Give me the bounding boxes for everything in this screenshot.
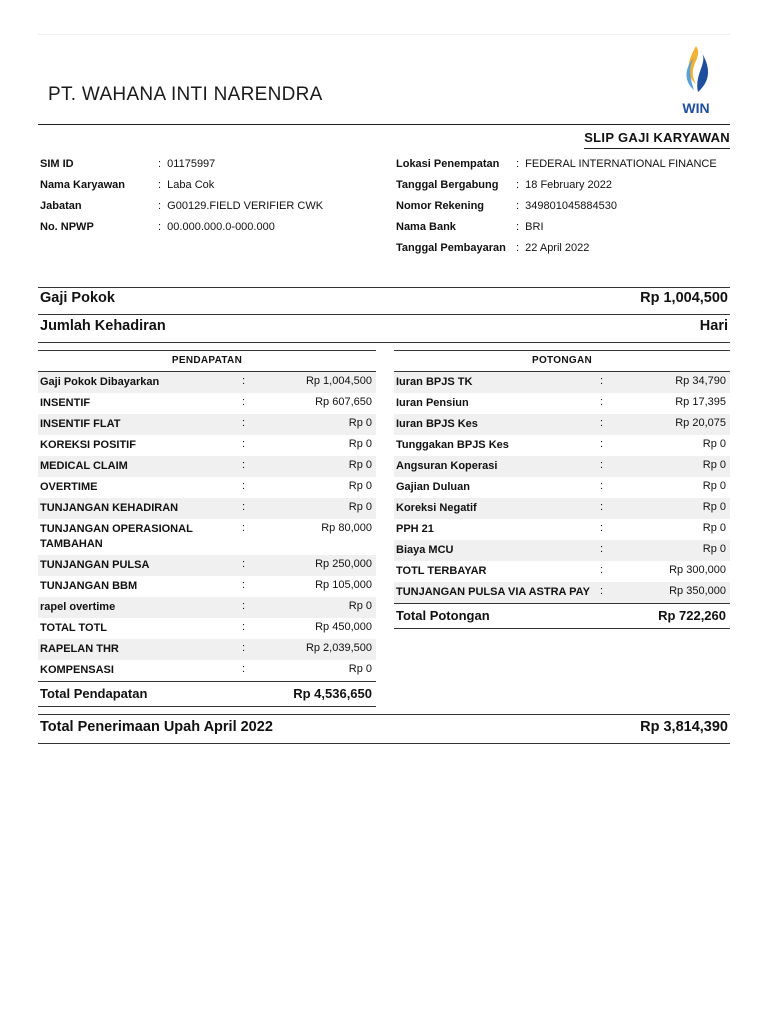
info-label: Lokasi Penempatan (396, 158, 500, 170)
table-row: TUNJANGAN BBM : Rp 105,000 (40, 579, 372, 592)
info-label: SIM ID (40, 158, 74, 170)
table-row: Iuran Pensiun : Rp 17,395 (396, 396, 726, 409)
table-row: MEDICAL CLAIM : Rp 0 (38, 456, 376, 477)
table-row: KOREKSI POSITIF : Rp 0 (40, 438, 372, 451)
logo-text: WIN (682, 100, 710, 116)
gaji-pokok-value: Rp 1,004,500 (640, 290, 728, 306)
table-row: Koreksi Negatif : Rp 0 (394, 498, 730, 519)
slip-title: SLIP GAJI KARYAWAN (584, 130, 730, 149)
info-value: : 349801045884530 (516, 200, 617, 212)
info-label: Nama Bank (396, 221, 456, 233)
info-row (396, 242, 736, 263)
info-value: : 01175997 (158, 158, 216, 170)
info-row (40, 200, 380, 221)
total-potongan-value: Rp 722,260 (658, 608, 726, 623)
info-row (396, 158, 736, 179)
potongan-table (394, 350, 730, 629)
potongan-header: POTONGAN (394, 350, 730, 372)
table-row: Tunggakan BPJS Kes : Rp 0 (396, 438, 726, 451)
table-row: KOMPENSASI : Rp 0 (40, 663, 372, 676)
summary-divider (38, 342, 730, 343)
table-row: TUNJANGAN OPERASIONAL TAMBAHAN : Rp 80,000 (40, 522, 372, 550)
info-row (40, 179, 380, 200)
info-row (40, 221, 380, 242)
summary-divider (38, 287, 730, 288)
grand-total-divider (38, 743, 730, 744)
grand-total-label: Total Penerimaan Upah April 2022 (40, 719, 273, 735)
info-label: Jabatan (40, 200, 82, 212)
info-label: No. NPWP (40, 221, 94, 233)
info-value: : 22 April 2022 (516, 242, 590, 254)
grand-total-value: Rp 3,814,390 (640, 719, 728, 735)
table-row: TUNJANGAN PULSA VIA ASTRA PAY : Rp 350,000 (394, 582, 730, 603)
table-row: TUNJANGAN PULSA : Rp 250,000 (38, 555, 376, 576)
gaji-pokok-label: Gaji Pokok (40, 290, 115, 306)
info-value: : 00.000.000.0-000.000 (158, 221, 275, 233)
table-row: Iuran BPJS TK : Rp 34,790 (394, 372, 730, 393)
table-row: INSENTIF FLAT : Rp 0 (38, 414, 376, 435)
total-pendapatan-label: Total Pendapatan (40, 686, 148, 701)
header-divider (38, 124, 730, 125)
info-row (40, 158, 380, 179)
page-top-divider (38, 34, 730, 35)
info-value: : FEDERAL INTERNATIONAL FINANCE (516, 158, 717, 170)
pendapatan-header: PENDAPATAN (38, 350, 376, 372)
info-row (396, 179, 736, 200)
grand-total-divider (38, 714, 730, 715)
company-name: PT. WAHANA INTI NARENDRA (48, 84, 323, 105)
table-row: Gaji Pokok Dibayarkan : Rp 1,004,500 (38, 372, 376, 393)
kehadiran-value: Hari (699, 318, 728, 334)
info-value: : G00129.FIELD VERIFIER CWK (158, 200, 324, 212)
summary-divider (38, 314, 730, 315)
info-label: Nomor Rekening (396, 200, 485, 212)
flame-logo-icon (674, 44, 718, 98)
table-row: Gajian Duluan : Rp 0 (396, 480, 726, 493)
company-logo (674, 44, 718, 116)
info-label: Nama Karyawan (40, 179, 125, 191)
info-value: : BRI (516, 221, 544, 233)
pendapatan-table (38, 350, 376, 707)
table-row: Biaya MCU : Rp 0 (394, 540, 730, 561)
kehadiran-label: Jumlah Kehadiran (40, 318, 166, 334)
total-potongan-label: Total Potongan (396, 608, 490, 623)
info-label: Tanggal Bergabung (396, 179, 499, 191)
total-pendapatan-row (38, 681, 376, 707)
table-row: rapel overtime : Rp 0 (38, 597, 376, 618)
table-row: OVERTIME : Rp 0 (40, 480, 372, 493)
info-row (396, 200, 736, 221)
table-row: PPH 21 : Rp 0 (396, 522, 726, 535)
table-row: TOTAL TOTL : Rp 450,000 (40, 621, 372, 634)
info-row (396, 221, 736, 242)
table-row: TOTL TERBAYAR : Rp 300,000 (396, 564, 726, 577)
info-value: : 18 February 2022 (516, 179, 613, 191)
info-value: : Laba Cok (158, 179, 215, 191)
table-row: INSENTIF : Rp 607,650 (40, 396, 372, 409)
table-row: TUNJANGAN KEHADIRAN : Rp 0 (38, 498, 376, 519)
table-row: Iuran BPJS Kes : Rp 20,075 (394, 414, 730, 435)
total-pendapatan-value: Rp 4,536,650 (293, 686, 372, 701)
table-row: RAPELAN THR : Rp 2,039,500 (38, 639, 376, 660)
employee-info-left (40, 158, 380, 242)
total-potongan-row (394, 603, 730, 629)
info-label: Tanggal Pembayaran (396, 242, 506, 254)
employee-info-right (396, 158, 736, 263)
table-row: Angsuran Koperasi : Rp 0 (394, 456, 730, 477)
